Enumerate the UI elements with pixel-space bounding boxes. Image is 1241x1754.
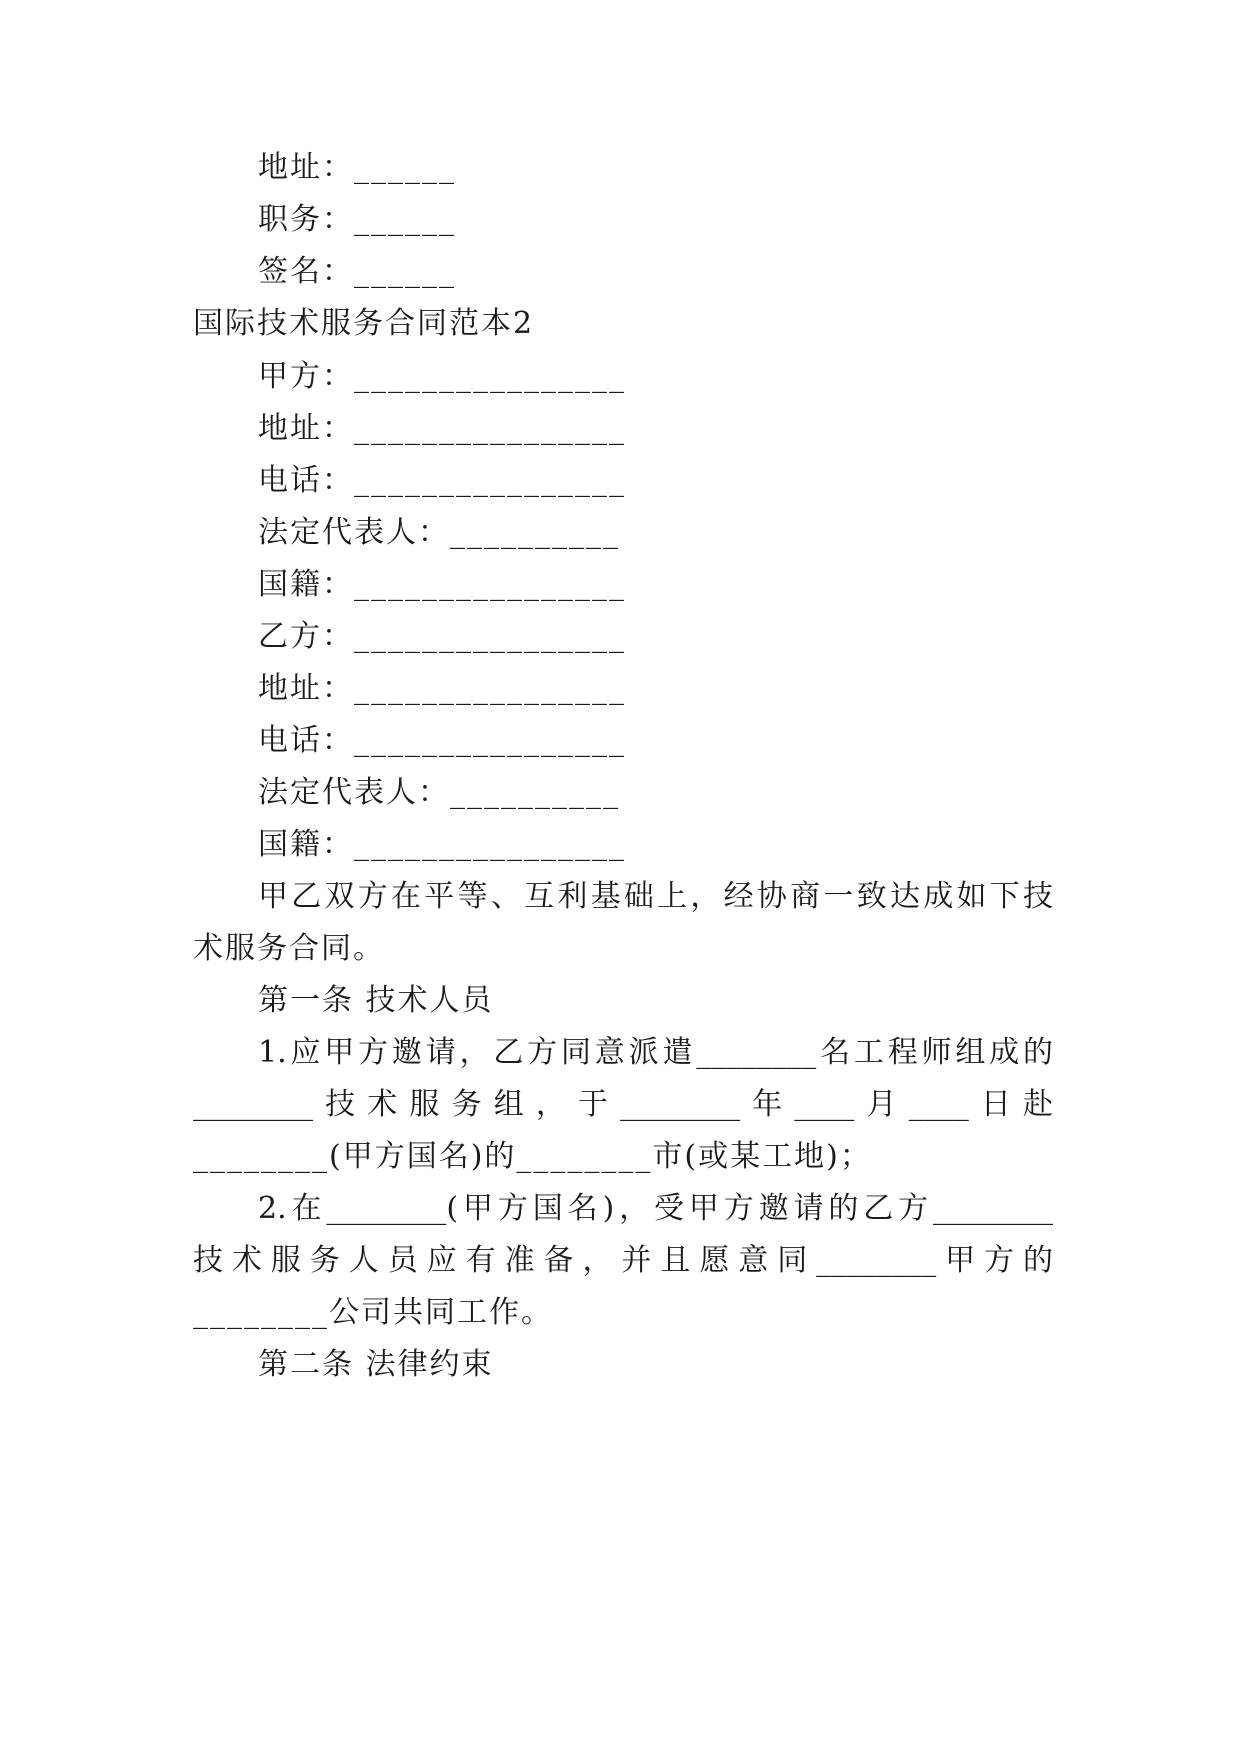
line-party-b-representative: 法定代表人：__________ [258, 775, 620, 810]
article-1-heading: 第一条 技术人员 [258, 983, 494, 1018]
line-party-a-phone: 电话：________________ [258, 463, 626, 498]
line-signature: 签名：______ [258, 254, 456, 289]
line-party-b: 乙方：________________ [258, 619, 626, 654]
section-title: 国际技术服务合同范本2 [193, 306, 535, 341]
line-party-a-address: 地址：________________ [258, 411, 626, 446]
line-party-a: 甲方：________________ [258, 359, 626, 394]
paragraph-agreement-line-1: 甲乙双方在平等、互利基础上，经协商一致达成如下技 [258, 879, 1053, 914]
clause-2-line-1: 2.在________(甲方国名)，受甲方邀请的乙方________ [258, 1191, 1053, 1226]
clause-1-line-1: 1.应甲方邀请，乙方同意派遣________名工程师组成的 [258, 1035, 1053, 1070]
clause-1-line-2: ________技术服务组，于________年____月____日赴 [193, 1087, 1053, 1122]
clause-2-line-3: ________公司共同工作。 [193, 1295, 553, 1330]
line-party-a-representative: 法定代表人：__________ [258, 515, 620, 550]
article-2-heading: 第二条 法律约束 [258, 1347, 494, 1382]
line-party-b-address: 地址：________________ [258, 671, 626, 706]
clause-2-line-2: 技术服务人员应有准备，并且愿意同________甲方的 [193, 1243, 1053, 1278]
line-party-b-phone: 电话：________________ [258, 723, 626, 758]
line-position-signature: 职务：______ [258, 202, 456, 237]
line-party-a-nationality: 国籍：________________ [258, 567, 626, 602]
line-address-signature: 地址：______ [258, 150, 456, 185]
clause-1-line-3: ________(甲方国名)的________市(或某工地)； [193, 1139, 872, 1174]
line-party-b-nationality: 国籍：________________ [258, 827, 626, 862]
paragraph-agreement-line-2: 术服务合同。 [193, 931, 385, 966]
